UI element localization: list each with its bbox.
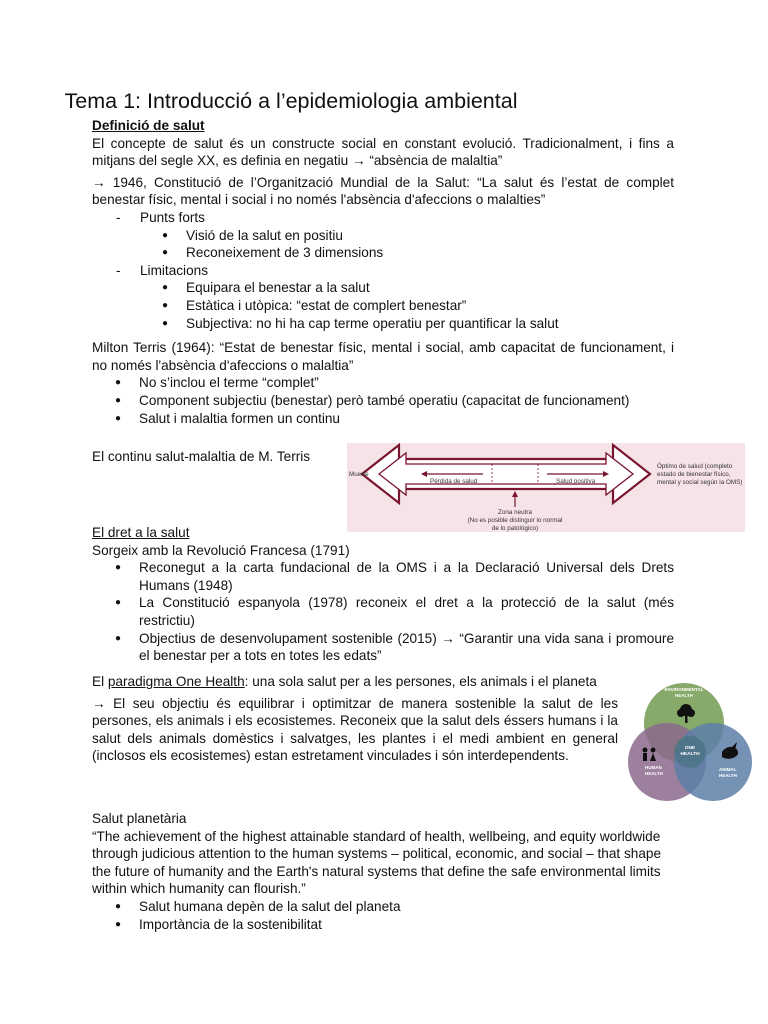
label-health-loss: Pérdida de salud [430,478,478,485]
planetary-quote: “The achievement of the highest attainable standard of health, wellbeing, and equity worldwide through judicious attention to the human systems – political, economic, and social – that shape the future of humanity and the Earth's natural systems that define the safe environmental limits within which humanity can flourish.” [92,828,662,897]
one-health-figure [627,680,757,804]
planetary-heading: Salut planetària [92,811,187,826]
planetary-health-section [92,810,674,933]
label-optimum-1: Óptimo de salud (completo [657,463,733,470]
planetary-items [92,898,674,933]
label-optimum-2: estado de bienestar físico, [657,471,731,478]
list-item: ● Visió de la salut en positiu [92,227,674,245]
label-positive-health: Salud positiva [556,478,596,485]
definition-heading: Definició de salut [92,118,205,133]
label-animal-1: ANIMAL [719,767,737,772]
list-item: ● Subjectiva: no hi ha cap terme operatiu per quantificar la salut [92,315,674,333]
one-health-pre: El [92,674,108,689]
one-health-link[interactable]: paradigma One Health [107,674,245,689]
limitations-items [92,279,674,332]
label-neutral-2: (No es posible distinguir lo normal [467,517,563,524]
label-human-2: HEALTH [645,771,663,776]
label-optimum-3: mental y social según la OMS) [657,479,743,486]
strengths-list [92,209,674,227]
terris-continuum-figure [347,443,745,532]
who-definition: → 1946, Constitució de l’Organització Mundial de la Salut: “La salut és l’estat de complet benestar físic, mental i social i no només l'absència d'afeccions o malalties” [92,174,674,208]
label-human-1: HUMAN [645,765,662,770]
right-heading: El dret a la salut [92,525,190,540]
one-health-intro [92,673,618,691]
page-title: Tema 1: Introducció a l’epidemiologia ambiental [64,89,518,113]
terris-definition: Milton Terris (1964): “Estat de benestar físic, mental i social, amb capacitat de funcionament, i no només l'absència d'afeccions o malaltia” [92,340,674,373]
list-item: ● Objectius de desenvolupament sostenible (2015) → “Garantir una vida sana i promoure el benestar per a tots en totes les edats” [92,630,674,665]
label-death: Muerte [349,471,369,478]
right-items [92,559,674,665]
one-health-post: : una sola salut per a les persones, els animals i el planeta [244,674,597,689]
one-health-venn [627,680,757,804]
list-item: ● Estàtica i utòpica: “estat de complert benestar” [92,297,674,315]
label-neutral-1: Zona neutra [498,509,532,516]
list-item: ● Salut humana depèn de la salut del planeta [92,898,674,916]
continuum-caption: El continu salut-malaltia de M. Terris [92,449,311,464]
right-intro: Sorgeix amb la Revolució Francesa (1791) [92,542,350,558]
terris-points [92,374,674,427]
continuum-diagram [347,443,745,532]
label-env-1: ENVIRONMENTAL [664,687,704,692]
limitations-list [92,262,674,280]
label-one-2: HEALTH [680,752,700,757]
label-animal-2: HEALTH [719,773,737,778]
one-health-paragraph: → El seu objectiu és equilibrar i optimitzar de manera sostenible la salut de les persones, els animals i els ecosistemes. Reconeix que la salut dels éssers humans i la salut dels animals domèstics i salvatges, les plantes i el medi ambient en general (inclosos els ecosistemes) estan estretament vinculades i són interdependents. [92,695,618,764]
definition-paragraph: El concepte de salut és un constructe social en constant evolució. Tradicionalment, i fins a mitjans del segle XX, es definia en negatiu → “absència de malaltia” [92,135,674,169]
list-item: ● No s’inclou el terme “complet” [92,374,674,392]
label-one-1: ONE [684,746,696,751]
strengths-items [92,227,674,262]
list-item: ● Salut i malaltia formen un continu [92,410,674,428]
limitations-label: - Limitacions [92,262,674,280]
list-item: ● Component subjectiu (benestar) però també operatiu (capacitat de funcionament) [92,392,674,410]
definition-section [92,117,674,427]
list-item: ● La Constitució espanyola (1978) reconeix el dret a la protecció de la salut (més restrictiu) [92,594,674,629]
list-item: ● Reconegut a la carta fundacional de la OMS i a la Declaració Universal dels Drets Humans (1948) [92,559,674,594]
right-to-health-section [92,524,674,665]
one-health-section [92,673,618,765]
list-item: ● Reconeixement de 3 dimensions [92,244,674,262]
list-item: ● Importància de la sostenibilitat [92,916,674,934]
strengths-label: - Punts forts [92,209,674,227]
label-env-2: HEALTH [675,693,693,698]
list-item: ● Equipara el benestar a la salut [92,279,674,297]
label-neutral-3: de lo patológico) [491,525,539,532]
